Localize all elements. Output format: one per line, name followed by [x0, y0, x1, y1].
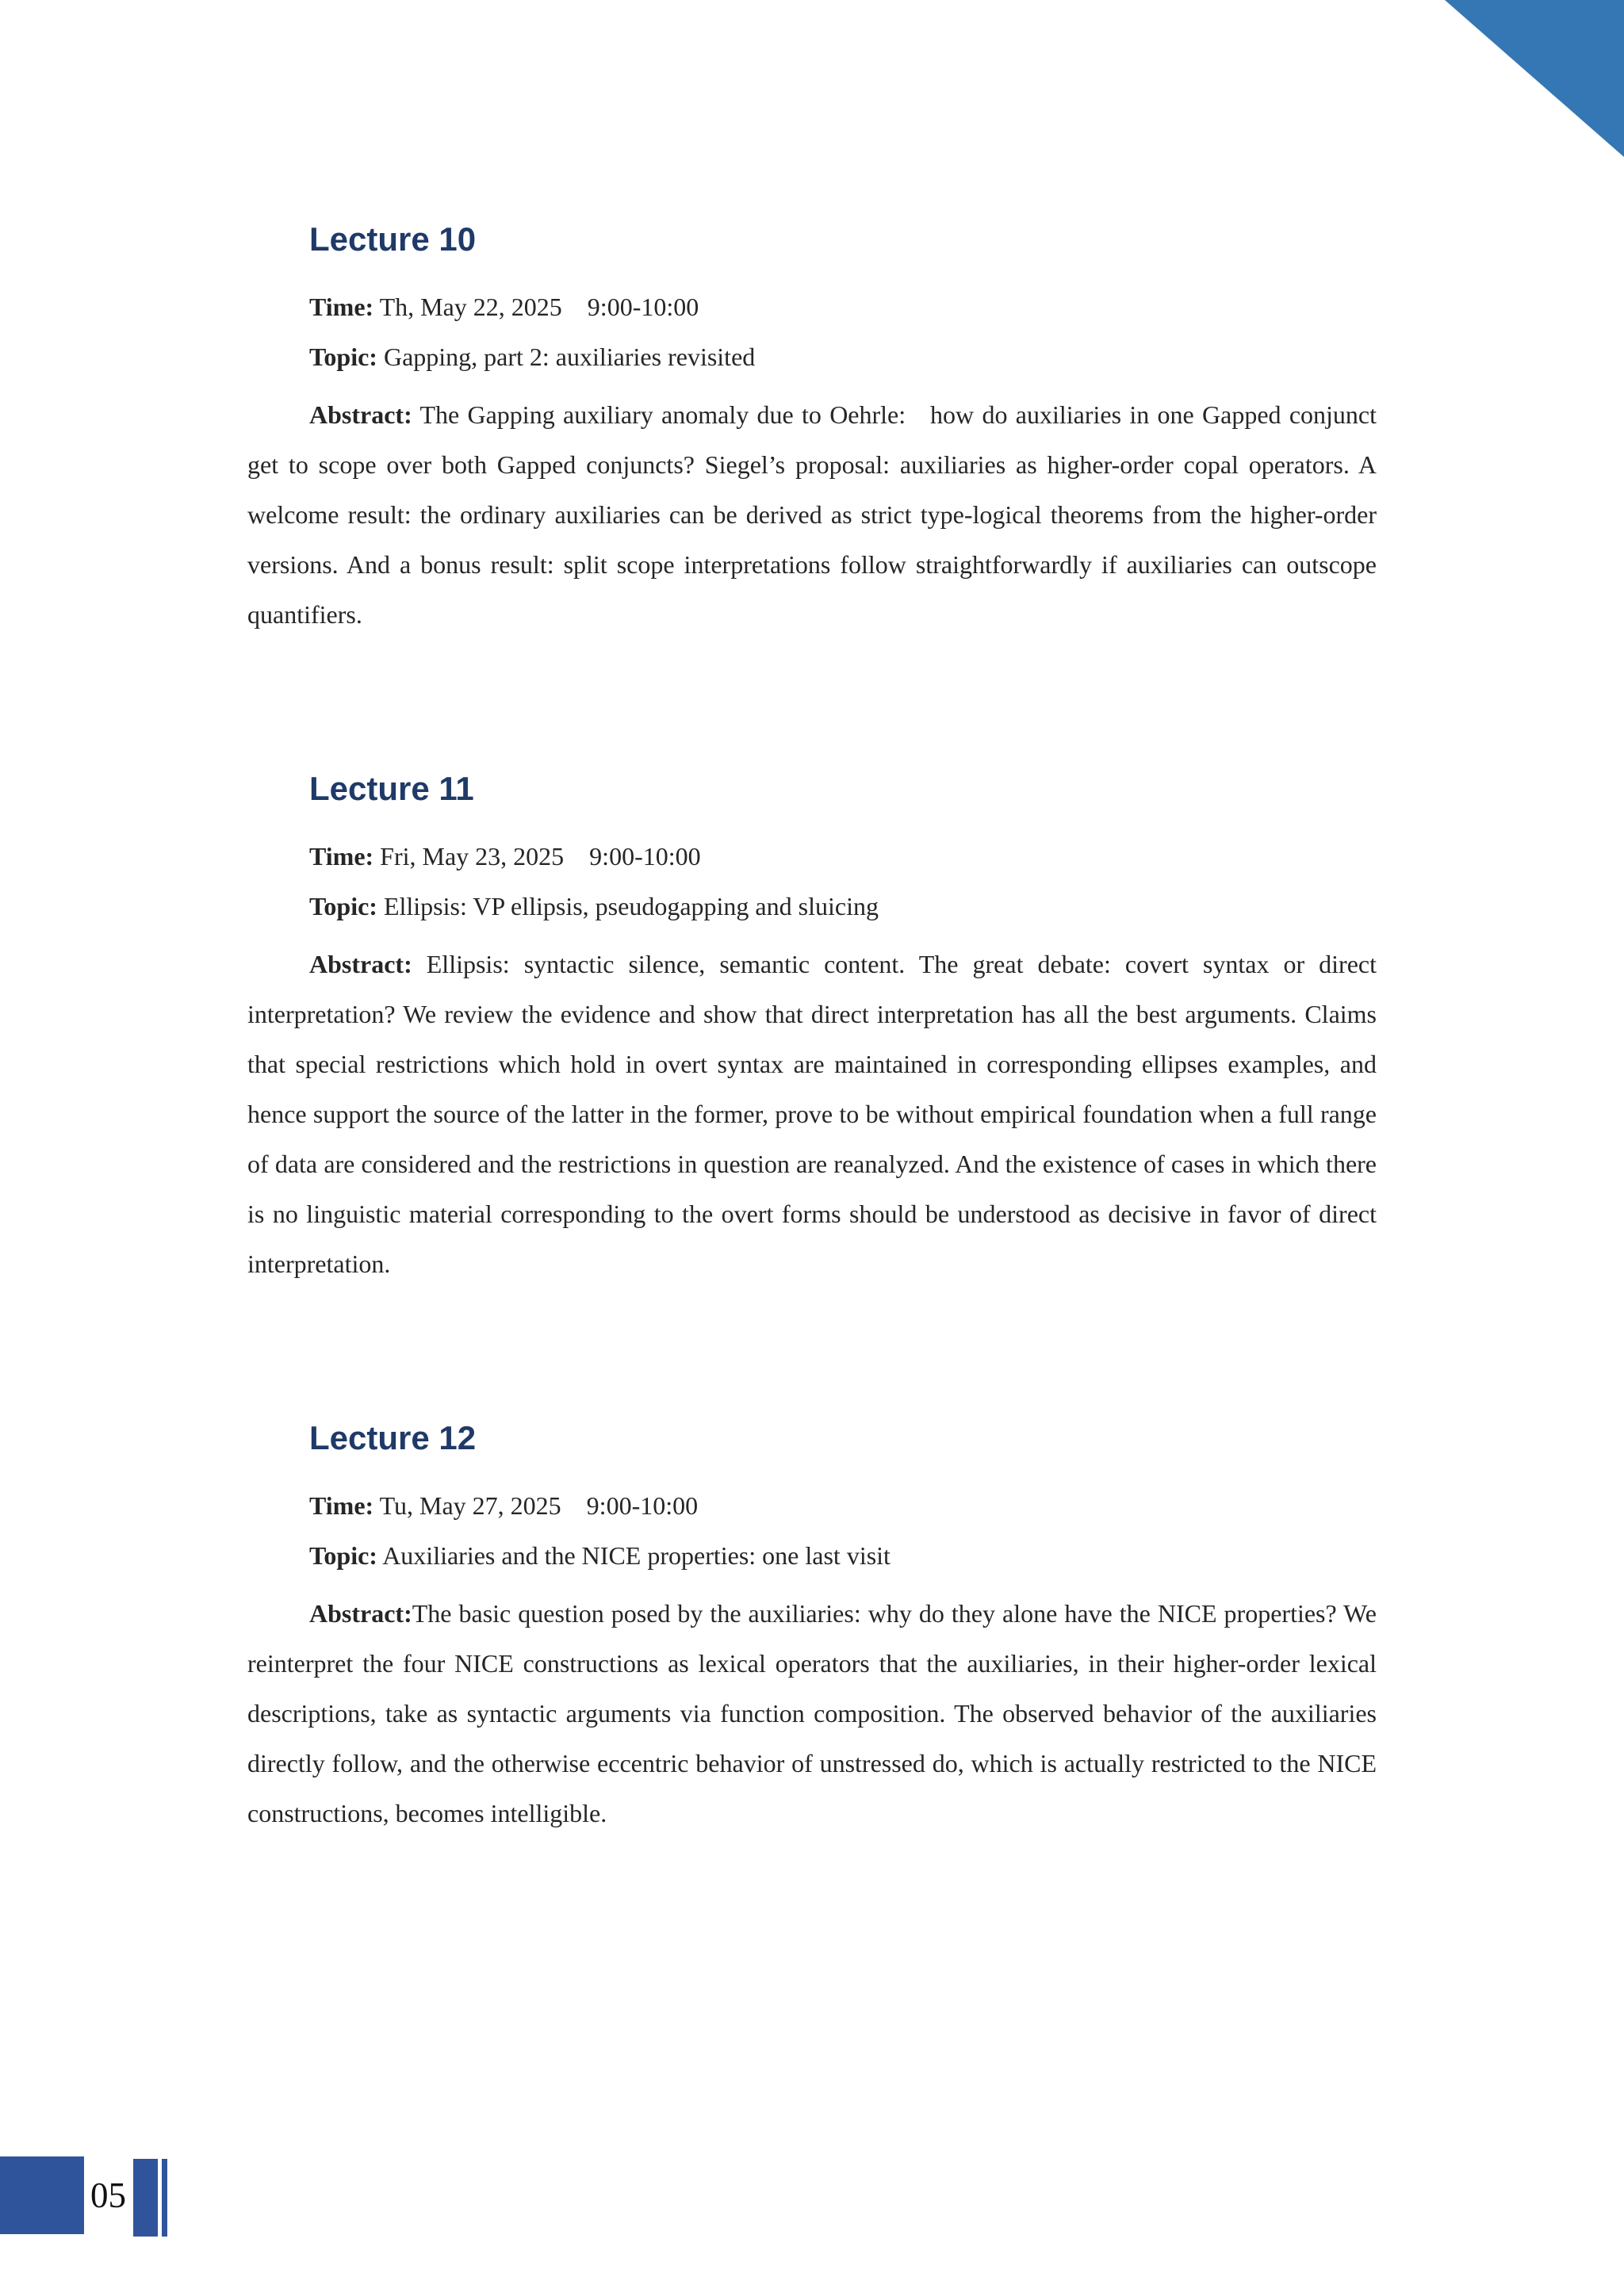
topic-label: Topic:	[309, 892, 377, 920]
abstract-label: Abstract:	[309, 400, 412, 429]
abstract-label: Abstract:	[309, 1599, 412, 1628]
footer-bar-medium	[133, 2159, 158, 2237]
time-value: Th, May 22, 2025 9:00-10:00	[373, 293, 699, 321]
lecture-title: Lecture 11	[309, 770, 474, 807]
lecture-topic-row	[247, 1531, 1377, 1581]
lecture-time-row	[247, 832, 1377, 882]
time-value: Tu, May 27, 2025 9:00-10:00	[373, 1491, 699, 1520]
corner-triangle-decoration	[1445, 0, 1624, 157]
lecture-section-10	[247, 219, 1377, 640]
topic-value: Auxiliaries and the NICE properties: one last visit	[377, 1541, 891, 1570]
footer-decoration	[0, 2156, 167, 2234]
abstract-label: Abstract:	[309, 950, 412, 978]
time-label: Time:	[309, 842, 374, 871]
lecture-title: Lecture 10	[309, 220, 477, 258]
footer-bar-thin	[162, 2159, 167, 2237]
abstract-text: Ellipsis: syntactic silence, semantic content. The great debate: covert syntax or direct interpretation? We review the evidence and show that direct interpretation has all the best arguments. Claims that special restrictions which hold in overt syntax are maintained in corresponding ellipses examples, and hence support the source of the latter in the former, prove to be without empirical foundation when a full range of data are considered and the restrictions in question are reanalyzed. And the existence of cases in which there is no linguistic material corresponding to the overt forms should be understood as decisive in favor of direct interpretation.	[247, 950, 1377, 1278]
lecture-topic-row	[247, 882, 1377, 932]
lecture-topic-row	[247, 332, 1377, 382]
lecture-title: Lecture 12	[309, 1419, 477, 1456]
lecture-section-11	[247, 768, 1377, 1289]
lecture-time-row	[247, 1481, 1377, 1531]
lecture-abstract	[247, 1589, 1377, 1839]
lectures-content	[247, 219, 1377, 1839]
page-number: 05	[90, 2175, 126, 2215]
footer-bar-large	[0, 2156, 84, 2234]
lecture-abstract	[247, 390, 1377, 640]
lecture-section-12	[247, 1418, 1377, 1839]
topic-label: Topic:	[309, 342, 377, 371]
lecture-abstract	[247, 939, 1377, 1289]
time-label: Time:	[309, 293, 374, 321]
topic-value: Ellipsis: VP ellipsis, pseudogapping and sluicing	[377, 892, 879, 920]
lecture-time-row	[247, 282, 1377, 332]
abstract-text: The basic question posed by the auxiliaries: why do they alone have the NICE properties? We reinterpret the four NICE constructions as lexical operators that the auxiliaries, in their higher-order lexical descriptions, take as syntactic arguments via function composition. The observed behavior of the auxiliaries directly follow, and the otherwise eccentric behavior of unstressed do, which is actually restricted to the NICE constructions, becomes intelligible.	[247, 1599, 1377, 1827]
time-label: Time:	[309, 1491, 374, 1520]
abstract-text: The Gapping auxiliary anomaly due to Oehrle: how do auxiliaries in one Gapped conjunct get to scope over both Gapped conjuncts? Siegel’s proposal: auxiliaries as higher-order copal operators. A welcome result: the ordinary auxiliaries can be derived as strict type-logical theorems from the higher-order versions. And a bonus result: split scope interpretations follow straightforwardly if auxiliaries can outscope quantifiers.	[247, 400, 1377, 629]
topic-label: Topic:	[309, 1541, 377, 1570]
topic-value: Gapping, part 2: auxiliaries revisited	[377, 342, 756, 371]
time-value: Fri, May 23, 2025 9:00-10:00	[373, 842, 701, 871]
